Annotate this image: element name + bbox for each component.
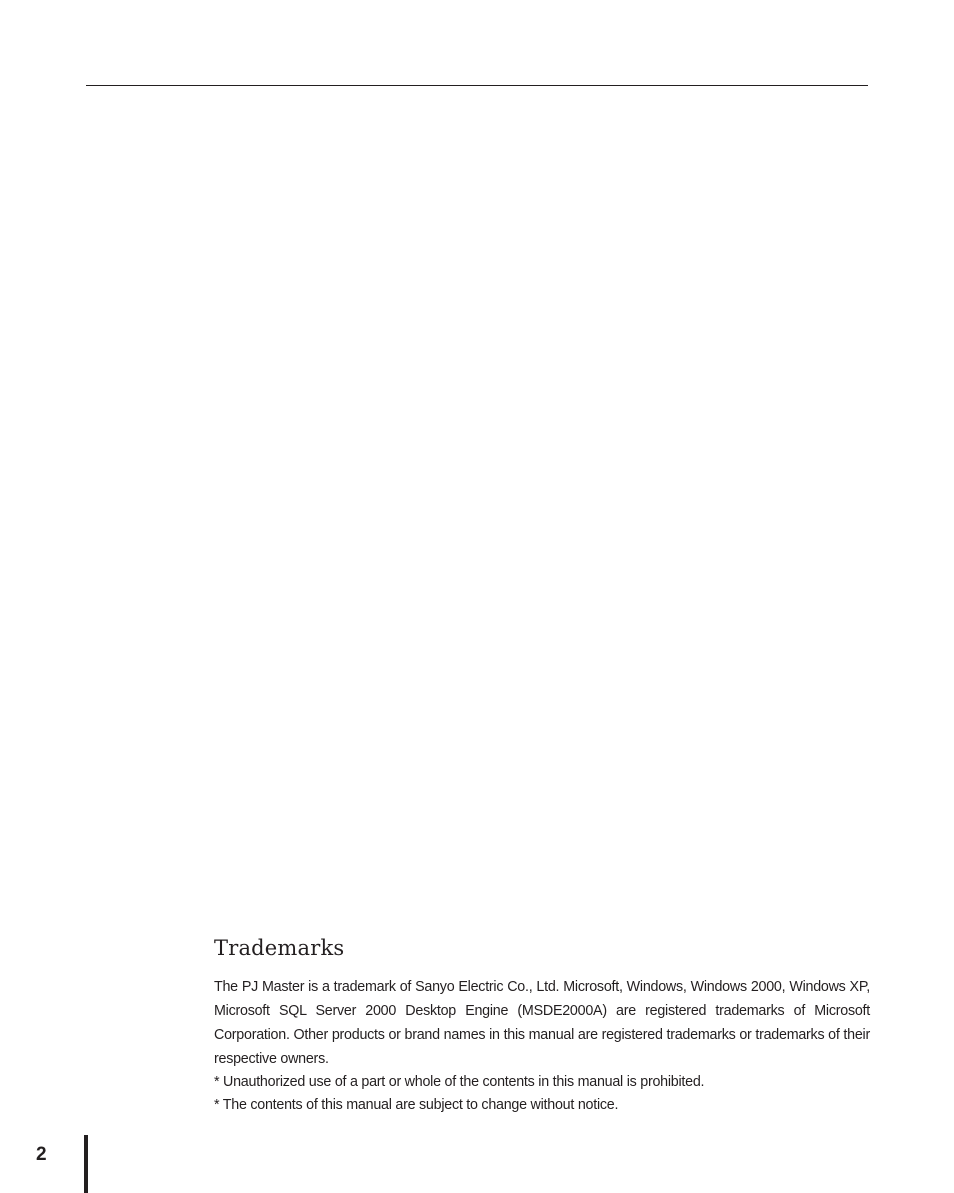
- trademarks-section: [214, 934, 870, 1117]
- notice-subject-to-change: * The contents of this manual are subject to change without notice.: [214, 1097, 619, 1113]
- section-title: Trademarks: [214, 936, 345, 960]
- trademark-paragraph: The PJ Master is a trademark of Sanyo Electric Co., Ltd. Microsoft, Windows, Windows 2000, Windows XP, Microsoft SQL Server 2000 Desktop Engine (MSDE2000A) are registered trademarks of Microsoft Corporation. Other products or brand names in this manual are registered trademarks or trademarks of their respective owners.: [214, 979, 870, 1067]
- header-rule: [86, 85, 868, 86]
- notice-unauthorized-use: * Unauthorized use of a part or whole of the contents in this manual is prohibited.: [214, 1074, 705, 1090]
- page-number: 2: [36, 1144, 47, 1165]
- page-number-bar: [84, 1135, 88, 1193]
